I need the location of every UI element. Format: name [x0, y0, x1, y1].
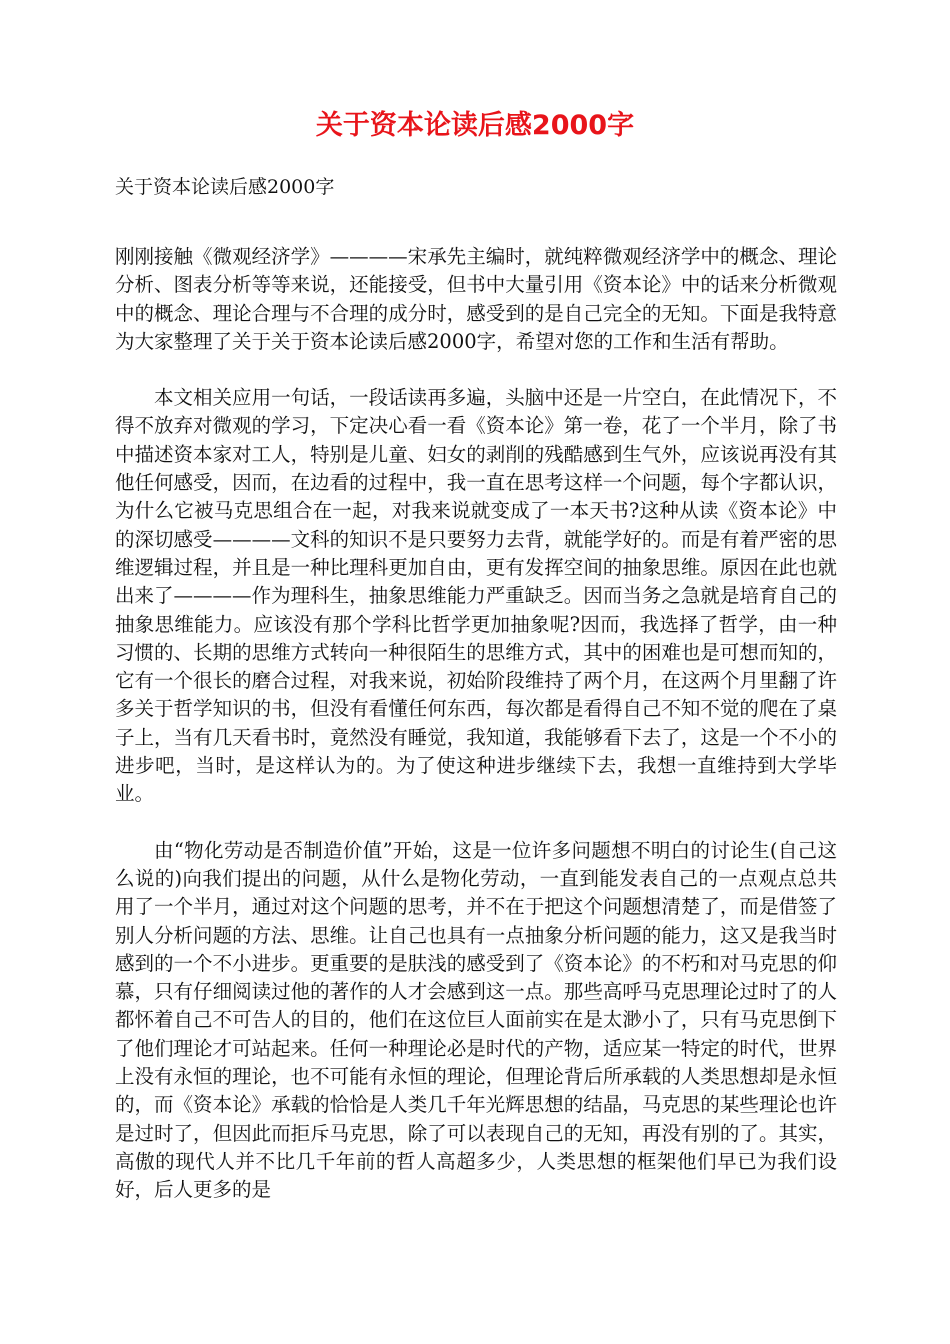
paragraph-body-1: 本文相关应用一句话，一段话读再多遍，头脑中还是一片空白，在此情况下，不得不放弃对微观的学习，下定决心看一看《资本论》第一卷，花了一个半月，除了书中描述资本家对工人，特别是儿童、妇女的剥削的残酷感到生气外，应该说再没有其他任何感受，因而，在边看的过程中，我一直在思考这样一个问题，每个字都认识，为什么它被马克思组合在一起，对我来说就变成了一本天书?这种从读《资本论》中的深切感受————文科的知识不是只要努力去背，就能学好的。而是有着严密的思维逻辑过程，并且是一种比理科更加自由，更有发挥空间的抽象思维。原因在此也就出来了————作为理科生，抽象思维能力严重缺乏。因而当务之急就是培育自己的抽象思维能力。应该没有那个学科比哲学更加抽象呢?因而，我选择了哲学，由一种习惯的、长期的思维方式转向一种很陌生的思维方式，其中的困难也是可想而知的，它有一个很长的磨合过程，对我来说，初始阶段维持了两个月，在这两个月里翻了许多关于哲学知识的书，但没有看懂任何东西，每次都是看得自己不知不觉的爬在了桌子上，当有几天看书时，竟然没有睡觉，我知道，我能够看下去了，这是一个不小的进步吧，当时，是这样认为的。为了使这种进步继续下去，我想一直维持到大学毕业。	[115, 386, 837, 806]
document-subtitle: 关于资本论读后感2000字	[115, 176, 335, 198]
document-title: 关于资本论读后感2000字	[315, 110, 635, 141]
paragraph-body-2: 由“物化劳动是否制造价值”开始，这是一位许多问题想不明白的讨论生(自己这么说的)向我们提出的问题，从什么是物化劳动，一直到能发表自己的一点观点总共用了一个半月，通过对这个问题的思考，并不在于把这个问题想清楚了，而是借签了别人分析问题的方法、思维。让自己也具有一点抽象分析问题的能力，这又是我当时感到的一个不小进步。更重要的是肤浅的感受到了《资本论》的不朽和对马克思的仰慕，只有仔细阅读过他的著作的人才会感到这一点。那些高呼马克思理论过时了的人都怀着自己不可告人的目的，他们在这位巨人面前实在是太渺小了，只有马克思倒下了他们理论才可站起来。任何一种理论必是时代的产物，适应某一特定的时代，世界上没有永恒的理论，也不可能有永恒的理论，但理论背后所承载的人类思想却是永恒的，而《资本论》承载的恰恰是人类几千年光辉思想的结晶，马克思的某些理论也许是过时了，但因此而拒斥马克思，除了可以表现自己的无知，再没有别的了。其实，高傲的现代人并不比几千年前的哲人高超多少，人类思想的框架他们早已为我们设好，后人更多的是	[115, 838, 837, 1202]
paragraph-intro: 刚刚接触《微观经济学》————宋承先主编时，就纯粹微观经济学中的概念、理论分析、图表分析等等来说，还能接受，但书中大量引用《资本论》中的话来分析微观中的概念、理论合理与不合理的成分时，感受到的是自己完全的无知。下面是我特意为大家整理了关于关于资本论读后感2000字，希望对您的工作和生活有帮助。	[115, 245, 837, 353]
document-body	[115, 243, 837, 1233]
